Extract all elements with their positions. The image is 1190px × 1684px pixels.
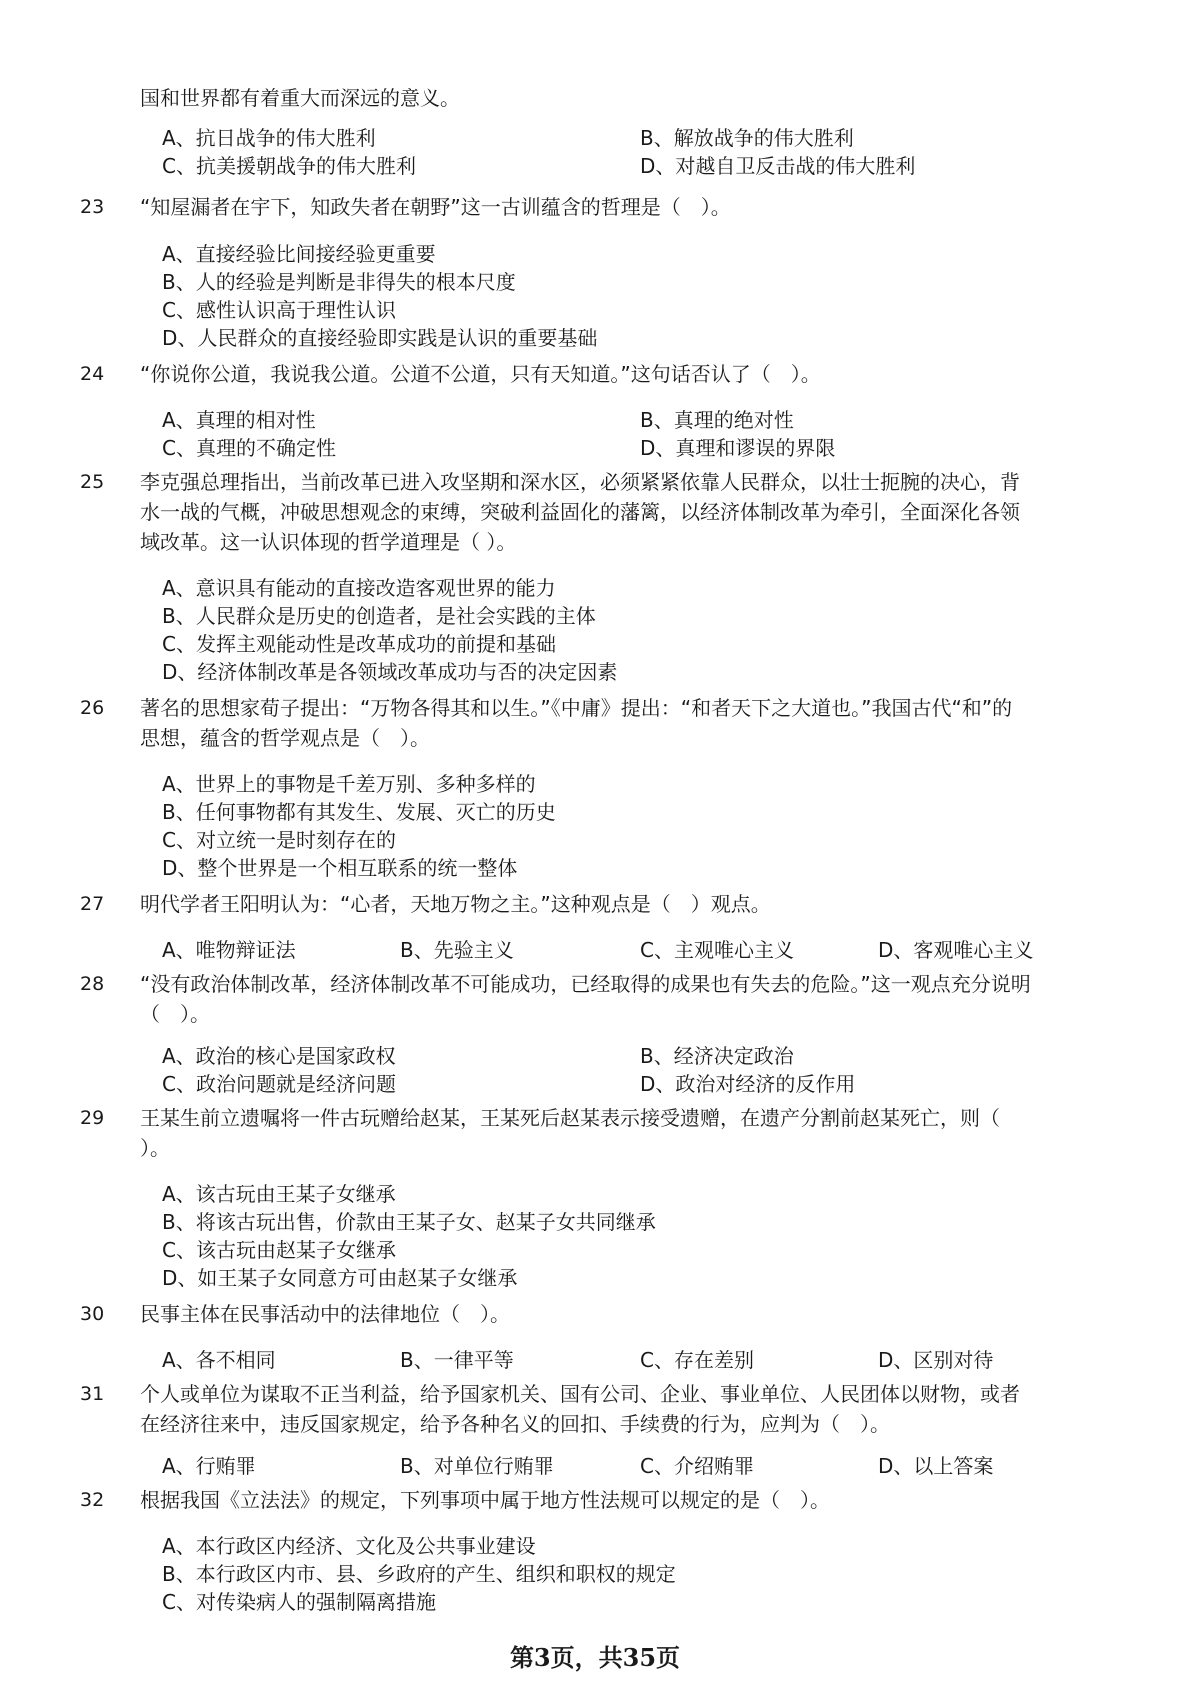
question-stem-line: 思想，蕴含的哲学观点是（ ）。: [140, 726, 430, 750]
option-d: D、客观唯心主义: [878, 938, 1034, 962]
question-number: 26: [80, 697, 105, 719]
question-number: 28: [80, 973, 105, 995]
question-stem-line: 个人或单位为谋取不正当利益，给予国家机关、国有公司、企业、事业单位、人民团体以财物，或者: [140, 1382, 1020, 1406]
question-stem-line: “没有政治体制改革，经济体制改革不可能成功，已经取得的成果也有失去的危险。”这一观点充分说明: [140, 972, 1031, 996]
option-b: B、解放战争的伟大胜利: [640, 126, 854, 150]
question-stem-line: 域改革。这一认识体现的哲学道理是（ ）。: [140, 530, 517, 554]
option-a: A、本行政区内经济、文化及公共事业建设: [162, 1534, 536, 1558]
option-b: B、先验主义: [400, 938, 514, 962]
question-stem-line: ）。: [140, 1136, 170, 1160]
question-stem: 根据我国《立法法》的规定，下列事项中属于地方性法规可以规定的是（ ）。: [140, 1488, 830, 1512]
question-stem: 民事主体在民事活动中的法律地位（ ）。: [140, 1302, 510, 1326]
option-c: C、感性认识高于理性认识: [162, 298, 396, 322]
option-c: C、抗美援朝战争的伟大胜利: [162, 154, 416, 178]
option-c: C、发挥主观能动性是改革成功的前提和基础: [162, 632, 556, 656]
option-b: B、经济决定政治: [640, 1044, 794, 1068]
option-a: A、直接经验比间接经验更重要: [162, 242, 436, 266]
question-stem-line: （ ）。: [140, 1002, 210, 1026]
option-b: B、真理的绝对性: [640, 408, 794, 432]
option-a: A、唯物辩证法: [162, 938, 296, 962]
option-a: A、世界上的事物是千差万别、多种多样的: [162, 772, 536, 796]
option-a: A、该古玩由王某子女继承: [162, 1182, 396, 1206]
question-number: 27: [80, 893, 105, 915]
option-c: C、存在差别: [640, 1348, 754, 1372]
option-a: A、意识具有能动的直接改造客观世界的能力: [162, 576, 556, 600]
option-b: B、人民群众是历史的创造者，是社会实践的主体: [162, 604, 596, 628]
option-d: D、对越自卫反击战的伟大胜利: [640, 154, 916, 178]
option-b: B、对单位行贿罪: [400, 1454, 554, 1478]
option-d: D、人民群众的直接经验即实践是认识的重要基础: [162, 326, 598, 350]
question-stem: “你说你公道，我说我公道。公道不公道，只有天知道。”这句话否认了（ ）。: [140, 362, 821, 386]
question-number: 24: [80, 363, 105, 385]
option-c: C、主观唯心主义: [640, 938, 794, 962]
option-c: C、真理的不确定性: [162, 436, 336, 460]
question-number: 31: [80, 1383, 105, 1405]
continued-stem-line: 国和世界都有着重大而深远的意义。: [140, 86, 460, 110]
option-c: C、该古玩由赵某子女继承: [162, 1238, 396, 1262]
option-b: B、本行政区内市、县、乡政府的产生、组织和职权的规定: [162, 1562, 676, 1586]
option-c: C、介绍贿罪: [640, 1454, 754, 1478]
question-stem: “知屋漏者在宇下，知政失者在朝野”这一古训蕴含的哲理是（ ）。: [140, 195, 731, 219]
option-c: C、政治问题就是经济问题: [162, 1072, 396, 1096]
question-stem: 明代学者王阳明认为：“心者，天地万物之主。”这种观点是（ ）观点。: [140, 892, 771, 916]
option-d: D、政治对经济的反作用: [640, 1072, 856, 1096]
option-d: D、以上答案: [878, 1454, 994, 1478]
question-number: 29: [80, 1107, 105, 1129]
question-stem-line: 王某生前立遗嘱将一件古玩赠给赵某，王某死后赵某表示接受遗赠，在遗产分割前赵某死亡，则（: [140, 1106, 1000, 1130]
option-d: D、真理和谬误的界限: [640, 436, 836, 460]
option-b: B、一律平等: [400, 1348, 514, 1372]
option-b: B、任何事物都有其发生、发展、灭亡的历史: [162, 800, 556, 824]
option-a: A、行贿罪: [162, 1454, 256, 1478]
option-c: C、对传染病人的强制隔离措施: [162, 1590, 436, 1614]
option-a: A、抗日战争的伟大胜利: [162, 126, 376, 150]
page-footer: 第3页，共35页: [509, 1643, 681, 1672]
question-stem-line: 李克强总理指出，当前改革已进入攻坚期和深水区，必须紧紧依靠人民群众，以壮士扼腕的决心，背: [140, 470, 1020, 494]
option-b: B、人的经验是判断是非得失的根本尺度: [162, 270, 516, 294]
option-d: D、区别对待: [878, 1348, 994, 1372]
option-d: D、经济体制改革是各领域改革成功与否的决定因素: [162, 660, 618, 684]
option-c: C、对立统一是时刻存在的: [162, 828, 396, 852]
question-number: 23: [80, 196, 105, 218]
question-stem-line: 著名的思想家荀子提出：“万物各得其和以生。”《中庸》提出：“和者天下之大道也。”我国古代“和”的: [140, 696, 1013, 720]
option-a: A、各不相同: [162, 1348, 276, 1372]
question-number: 32: [80, 1489, 105, 1511]
option-d: D、整个世界是一个相互联系的统一整体: [162, 856, 518, 880]
option-d: D、如王某子女同意方可由赵某子女继承: [162, 1266, 518, 1290]
option-a: A、真理的相对性: [162, 408, 316, 432]
option-a: A、政治的核心是国家政权: [162, 1044, 396, 1068]
option-b: B、将该古玩出售，价款由王某子女、赵某子女共同继承: [162, 1210, 656, 1234]
question-stem-line: 水一战的气概，冲破思想观念的束缚，突破利益固化的藩篱，以经济体制改革为牵引，全面深化各领: [140, 500, 1020, 524]
question-stem-line: 在经济往来中，违反国家规定，给予各种名义的回扣、手续费的行为，应判为（ ）。: [140, 1412, 890, 1436]
question-number: 30: [80, 1303, 105, 1325]
question-number: 25: [80, 471, 105, 493]
